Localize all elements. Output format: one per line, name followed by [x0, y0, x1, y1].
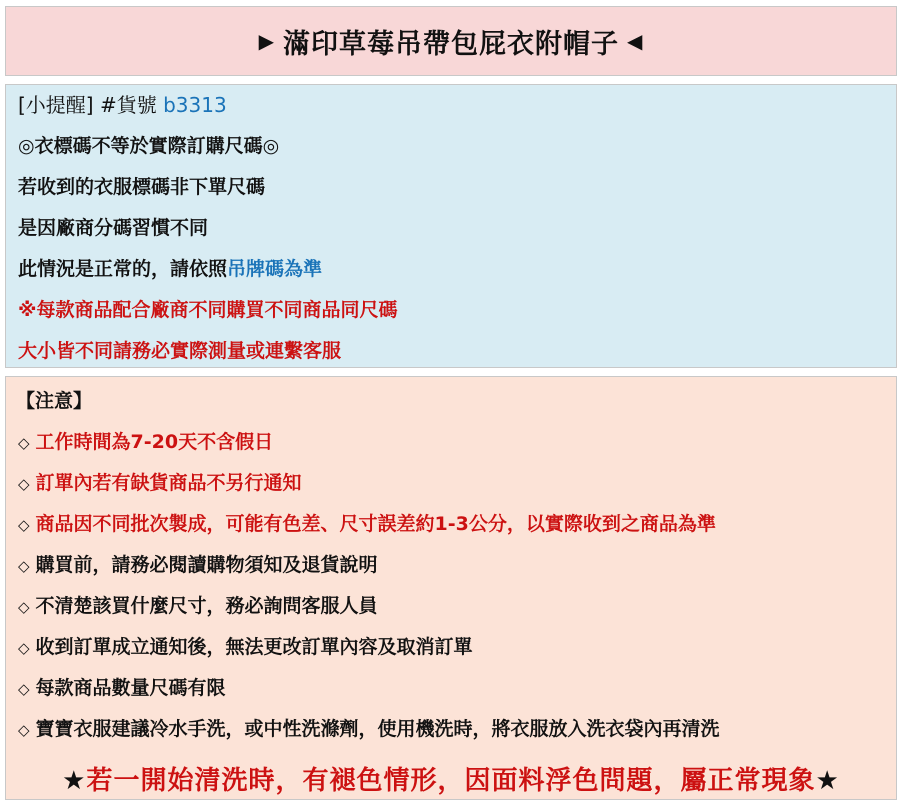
reminder-lead: [小提醒] #貨號 [18, 93, 164, 117]
notice-item-text: 不清楚該買什麼尺寸，務必詢問客服人員 [35, 595, 378, 617]
notice-item-text: 工作時間為7-20天不含假日 [35, 431, 274, 453]
notice-item [18, 512, 716, 537]
diamond-bullet-icon: ◇ [18, 639, 30, 657]
notice-item-text: 每款商品數量尺碼有限 [35, 677, 226, 699]
title-banner [5, 6, 897, 76]
reminder-line-4-prefix: 此情況是正常的，請依照 [18, 258, 228, 280]
reminder-line-3: 是因廠商分碼習慣不同 [18, 217, 209, 239]
notice-item [18, 594, 378, 619]
notice-item-text: 寶寶衣服建議冷水手洗，或中性洗滌劑，使用機洗時，將衣服放入洗衣袋內再清洗 [35, 718, 720, 740]
diamond-bullet-icon: ◇ [18, 516, 30, 534]
notice-item [18, 635, 473, 660]
reminder-warning-1: ※每款商品配合廠商不同購買不同商品同尺碼 [18, 299, 398, 321]
diamond-bullet-icon: ◇ [18, 434, 30, 452]
star-icon: ★ [815, 766, 840, 796]
hang-tag-size-highlight: 吊牌碼為準 [227, 258, 323, 280]
star-icon: ★ [62, 766, 87, 796]
diamond-bullet-icon: ◇ [18, 721, 30, 739]
reminder-panel [5, 84, 897, 368]
reminder-line-2: 若收到的衣服標碼非下單尺碼 [18, 176, 266, 198]
notice-item-text: 訂單內若有缺貨商品不另行通知 [35, 472, 302, 494]
notice-item [18, 430, 273, 455]
reminder-lead-line [18, 93, 227, 117]
notice-item [18, 471, 302, 496]
diamond-bullet-icon: ◇ [18, 598, 30, 616]
notice-item [18, 676, 226, 701]
washing-notice [6, 760, 896, 797]
right-triangle-icon: ▶ [258, 29, 275, 53]
notice-item-text: 購買前，請務必閱讀購物須知及退貨說明 [35, 554, 378, 576]
item-code: b3313 [163, 93, 227, 117]
notice-item [18, 717, 720, 742]
washing-notice-text: 若一開始清洗時，有褪色情形，因面料浮色問題，屬正常現象 [86, 766, 816, 796]
product-title: 滿印草莓吊帶包屁衣附帽子 [283, 28, 619, 60]
reminder-line-1: ◎衣標碼不等於實際訂購尺碼◎ [18, 135, 280, 157]
notice-item [18, 553, 378, 578]
reminder-line-4 [18, 257, 322, 281]
left-triangle-icon: ◀ [627, 29, 644, 53]
reminder-warning-2: 大小皆不同請務必實際測量或連繫客服 [18, 340, 342, 362]
diamond-bullet-icon: ◇ [18, 680, 30, 698]
notice-heading: 【注意】 [16, 390, 93, 412]
notice-panel [5, 376, 897, 800]
notice-item-text: 商品因不同批次製成，可能有色差、尺寸誤差約1-3公分，以實際收到之商品為準 [35, 513, 716, 535]
diamond-bullet-icon: ◇ [18, 475, 30, 493]
diamond-bullet-icon: ◇ [18, 557, 30, 575]
notice-item-text: 收到訂單成立通知後，無法更改訂單內容及取消訂單 [35, 636, 473, 658]
